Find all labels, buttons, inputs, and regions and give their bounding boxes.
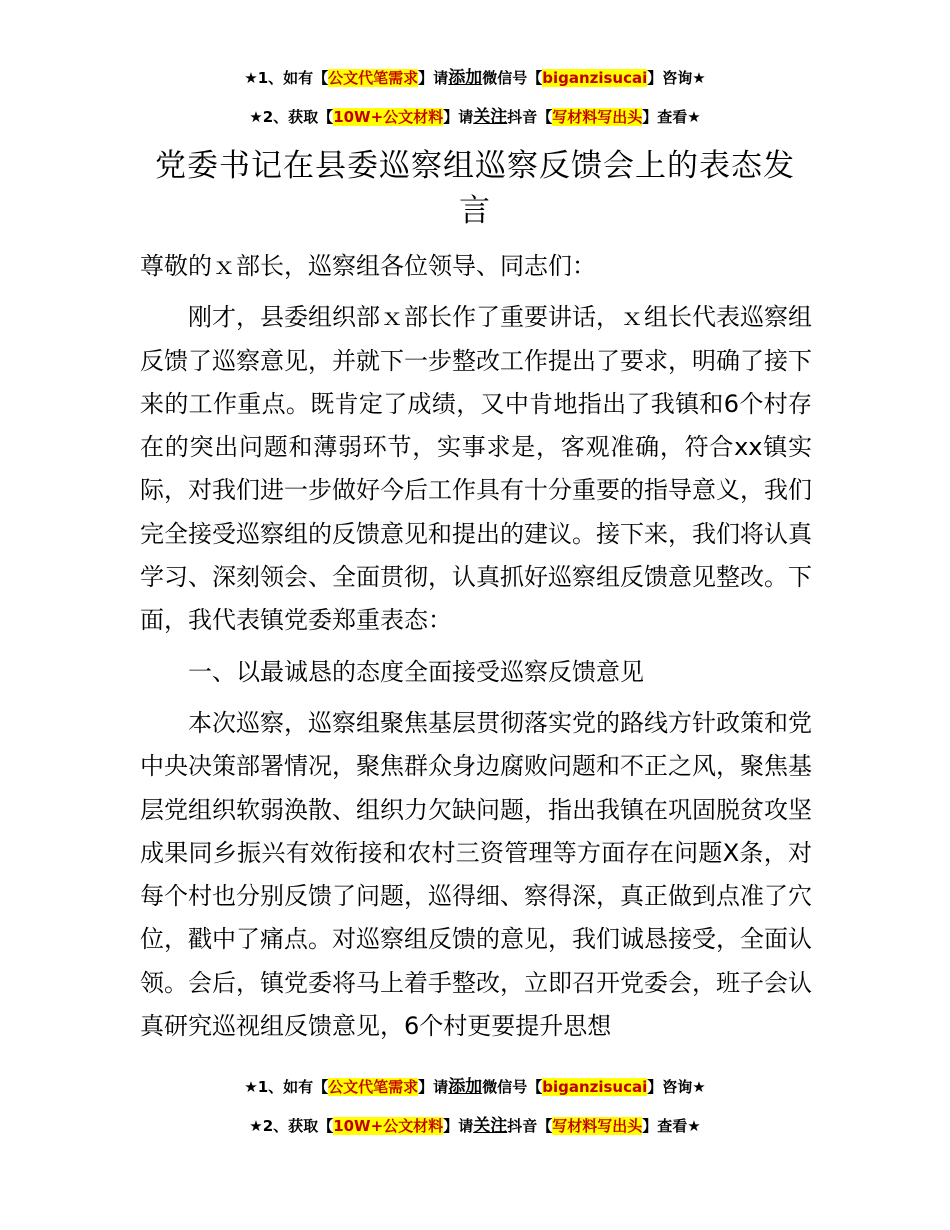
ad-highlight: 公文代笔需求 <box>328 69 419 87</box>
ad-highlight: 公文代笔需求 <box>328 1078 419 1096</box>
header-ad-line-2 <box>0 106 950 128</box>
ad-text: 抖音【 <box>507 1117 553 1135</box>
salutation: 尊敬的ｘ部长，巡察组各位领导、同志们： <box>140 252 596 280</box>
ad-text: ★2、获取【 <box>249 1117 334 1135</box>
ad-douyin-id: 写材料写出头 <box>552 1117 643 1135</box>
ad-text: ★2、获取【 <box>249 108 334 126</box>
paragraph-1: 刚才，县委组织部ｘ部长作了重要讲话，ｘ组长代表巡察组反馈了巡察意见，并就下一步整改工作提出了要求，明确了接下来的工作重点。既肯定了成绩，又中肯地指出了我镇和6个村存在的突出问题和薄弱环节，实事求是，客观准确，符合xx镇实际，对我们进一步做好今后工作具有十分重要的指导意义，我们完全接受巡察组的反馈意见和提出的建议。接下来，我们将认真学习、深刻领会、全面贯彻，认真抓好巡察组反馈意见整改。下面，我代表镇党委郑重表态： <box>140 303 812 635</box>
ad-text: 抖音【 <box>507 108 553 126</box>
ad-wechat-id: biganzisucai <box>542 1078 648 1096</box>
ad-text: ★1、如有【 <box>244 1078 329 1096</box>
ad-text: ★1、如有【 <box>244 69 329 87</box>
ad-text: 】请 <box>443 108 474 126</box>
ad-text: 】请 <box>443 1117 474 1135</box>
document-title: 党委书记在县委巡察组巡察反馈会上的表态发言 <box>155 148 795 229</box>
ad-text: 】咨询★ <box>647 69 706 87</box>
footer-ad-line-2 <box>0 1115 950 1137</box>
paragraph-2: 本次巡察，巡察组聚焦基层贯彻落实党的路线方针政策和党中央决策部署情况，聚焦群众身边腐败问题和不正之风，聚焦基层党组织软弱涣散、组织力欠缺问题，指出我镇在巩固脱贫攻坚成果同乡振兴有效衔接和农村三资管理等方面存在问题X条，对每个村也分别反馈了问题，巡得细、察得深，真正做到点准了穴位，戳中了痛点。对巡察组反馈的意见，我们诚恳接受，全面认领。会后，镇党委将马上着手整改，立即召开党委会，班子会认真研究巡视组反馈意见，6个村更要提升思想 <box>140 708 812 1041</box>
section-heading-1: 一、以最诚恳的态度全面接受巡察反馈意见 <box>188 657 644 686</box>
ad-text: 】请 <box>418 1078 449 1096</box>
document-body <box>140 245 812 1048</box>
footer-ad-line-1 <box>0 1076 950 1098</box>
ad-text: 】请 <box>418 69 449 87</box>
ad-text: 】咨询★ <box>647 1078 706 1096</box>
ad-wechat-id: biganzisucai <box>542 69 648 87</box>
ad-emphasis: 添加 <box>448 68 483 88</box>
ad-emphasis: 添加 <box>448 1077 483 1097</box>
ad-highlight: 10W+公文材料 <box>333 1117 444 1135</box>
ad-emphasis: 关注 <box>473 107 508 127</box>
ad-text: 】查看★ <box>642 108 701 126</box>
ad-text: 微信号【 <box>482 69 543 87</box>
ad-text: 】查看★ <box>642 1117 701 1135</box>
ad-text: 微信号【 <box>482 1078 543 1096</box>
ad-emphasis: 关注 <box>473 1116 508 1136</box>
ad-highlight: 10W+公文材料 <box>333 108 444 126</box>
header-ad-line-1 <box>0 67 950 89</box>
ad-douyin-id: 写材料写出头 <box>552 108 643 126</box>
